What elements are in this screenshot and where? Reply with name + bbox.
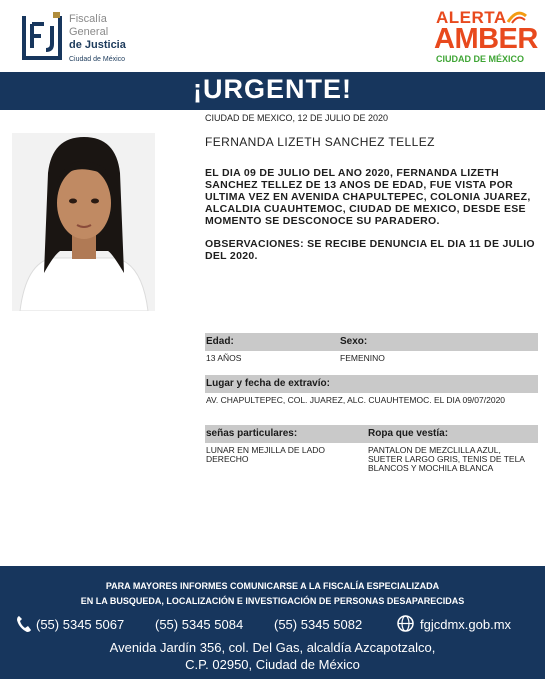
alerta-amber-logo [432,8,538,66]
label-bar-age-sex [205,333,538,351]
address-line-1: Avenida Jardín 356, col. Del Gas, alcaldía Azcapotzalco, [109,640,436,655]
clothes-value: PANTALON DE MEZCLILLA AZUL, SUETER LARGO GRIS, TENIS DE TELA BLANCOS Y MOCHILA BLANCA [368,445,525,473]
phone-number-3[interactable]: (55) 5345 5082 [274,617,363,632]
marks-label: señas particulares: [206,428,298,439]
info-line-2: EN LA BUSQUEDA, LOCALIZACIÓN E INVESTIGACIÓN DE PERSONAS DESAPARECIDAS [80,596,465,606]
website-link[interactable]: fgjcdmx.gob.mx [420,617,512,632]
observations: OBSERVACIONES: SE RECIBE DENUNCIA EL DIA 11 DE JULIO DEL 2020. [205,238,535,262]
amber-line-1: ALERTA [436,8,507,27]
case-description: EL DIA 09 DE JULIO DEL ANO 2020, FERNANDA LIZETH SANCHEZ TELLEZ DE 13 ANOS DE EDAD, FUE VISTA POR ULTIMA VEZ EN AVENIDA CHAPULTEPEC, COLONIA JUAREZ, ALCALDIA CUAUHTEMOC, CIUDAD DE MEXICO, DESDE ESE MOMENTO SE DESCONOCE SU PARADERO. [205,167,531,227]
fgj-line-2: General [69,26,109,38]
amber-line-2: AMBER [434,23,538,55]
person-name: FERNANDA LIZETH SANCHEZ TELLEZ [205,135,435,149]
phone-number-2[interactable]: (55) 5345 5084 [155,617,244,632]
sex-label: Sexo: [340,336,368,347]
fgj-logo-icon [20,12,64,62]
age-label: Edad: [206,336,234,347]
date-line: CIUDAD DE MEXICO, 12 DE JULIO DE 2020 [205,113,389,123]
banner-title: ¡URGENTE! [193,74,352,104]
fgj-line-1: Fiscalía [69,13,107,25]
phone-number-1[interactable]: (55) 5345 5067 [36,617,125,632]
clothes-label: Ropa que vestía: [368,428,449,439]
fgj-line-3: de Justicia [69,39,126,51]
sex-value: FEMENINO [340,353,385,363]
amber-line-3: CIUDAD DE MÉXICO [436,54,525,64]
address-line-2: C.P. 02950, Ciudad de México [185,657,360,672]
fgj-wordmark [69,13,126,66]
place-label: Lugar y fecha de extravío: [206,378,330,389]
globe-icon [397,615,414,632]
phone-icon [16,615,32,633]
fgj-line-4: Ciudad de México [69,56,126,63]
age-value: 13 AÑOS [206,353,242,363]
marks-value: LUNAR EN MEJILLA DE LADO DERECHO [206,445,326,464]
place-value: AV. CHAPULTEPEC, COL. JUAREZ, ALC. CUAUHTEMOC. EL DIA 09/07/2020 [206,395,506,405]
photo-illustration [12,133,155,311]
info-line-1: PARA MAYORES INFORMES COMUNICARSE A LA FISCALÍA ESPECIALIZADA [105,581,440,591]
missing-person-photo [12,133,155,311]
amber-sun-icon [506,10,528,24]
